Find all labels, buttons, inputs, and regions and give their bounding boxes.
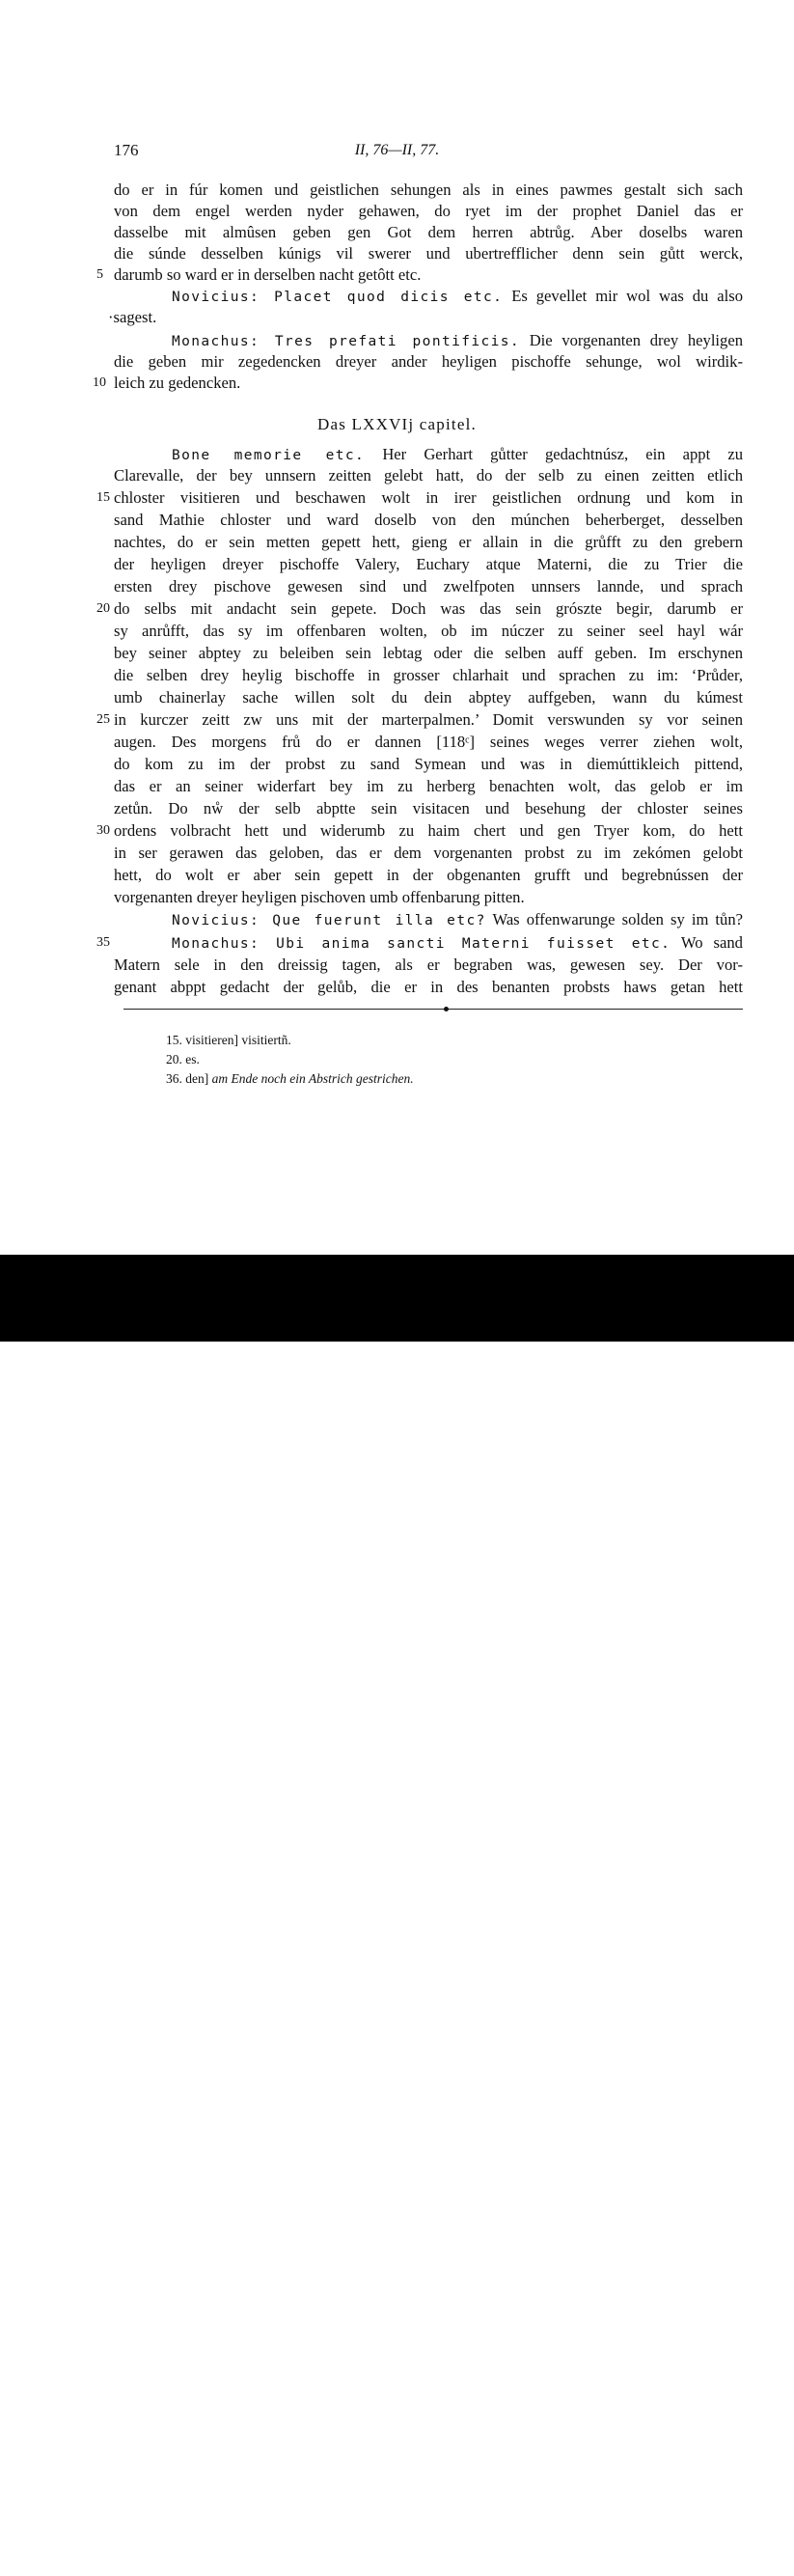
text-line: do er in fúr komen und geistlichen sehungen als in eines pawmes gestalt sich sach — [114, 180, 743, 199]
text-line: die geben mir zegedencken dreyer ander heyligen pischoffe sehunge, wol wirdik- — [114, 352, 743, 371]
page-number: 176 — [114, 141, 139, 159]
chapter-opening — [172, 444, 743, 466]
text-line: sand Mathie chloster und ward doselb von den múnchen beherberget, desselben — [114, 511, 743, 529]
footnote: 20. es. — [166, 1052, 200, 1066]
text-line: chloster visitieren und beschawen wolt in irer geistlichen ordnung und kom in — [114, 488, 743, 507]
line-number: 25 — [96, 712, 110, 727]
text-line: umb chainerlay sache willen solt du dein abptey auffgeben, wann du kúmest — [114, 688, 743, 706]
dialogue-text: Wo sand — [680, 933, 743, 952]
speaker-label: Novicius: Que fuerunt illa etc? — [172, 913, 486, 928]
text-line: ersten drey pischove gewesen sind und zwelfpoten unnsers lannde, und sprach — [114, 577, 743, 596]
line-number: 5 — [96, 267, 103, 282]
text-line: zetůn. Do nẘ der selb abptte sein visitacen und besehung der chloster seines — [114, 799, 743, 817]
dialogue-text: Die vorgenanten drey heyligen — [529, 331, 744, 349]
footnote-note: am Ende noch ein Abstrich gestrichen. — [211, 1071, 414, 1086]
text-line: das er an seiner widerfart bey im zu herberg benachten wolt, das gelob er im — [114, 777, 743, 795]
text-line: die súnde desselben kúnigs vil swerer und ubertrefflicher denn sein gůtt werck, — [114, 244, 743, 263]
line-number: 20 — [96, 601, 110, 616]
footnote — [166, 1069, 414, 1089]
text-line: der heyligen dreyer pischoffe Valery, Euchary atque Materni, die zu Trier die — [114, 555, 743, 573]
text-line: leich zu gedencken. — [114, 374, 241, 392]
text-line: ·sagest. — [108, 308, 157, 326]
text-line: do kom zu im der probst zu sand Symean und was in diemúttikleich pittend, — [114, 755, 743, 773]
footnote-ref: 36. den] — [166, 1071, 209, 1086]
watermark-url: www.alamy.com — [627, 2559, 744, 2576]
watermark-band — [0, 1255, 794, 2576]
dialogue-monachus — [172, 330, 743, 352]
line-number: 15 — [96, 490, 110, 505]
dialogue-monachus — [172, 932, 743, 955]
text-line: hett, do wolt er aber sein gepett in der obgenanten grufft und begrebnússen der — [114, 866, 743, 884]
text-line: darumb so ward er in derselben nacht getôtt etc. — [114, 265, 422, 284]
dialogue-text: Es gevellet mir wol was du also — [511, 287, 743, 305]
text-line: augen. Des morgens frů do er dannen [118ᶜ] seines weges verrer ziehen wolt, — [114, 733, 743, 751]
text-line: genant abppt gedacht der gelůb, die er in des benanten probsts haws getan hett — [114, 978, 743, 996]
footnote: 15. visitieren] visitiertñ. — [166, 1033, 291, 1047]
ink-dot — [444, 1007, 449, 1011]
text-line: ordens volbracht hett und widerumb zu haim chert und gen Tryer kom, do hett — [114, 821, 743, 840]
dialogue-text: Her Gerhart gůtter gedachtnúsz, ein appt zu — [382, 445, 743, 463]
text-line: Clarevalle, der bey unnsern zeitten gelebt hatt, do der selb zu einen zeitten etlich — [114, 466, 743, 485]
speaker-label: Monachus: Ubi anima sancti Materni fuisset etc. — [172, 936, 671, 952]
line-number: 10 — [93, 375, 106, 390]
text-line: in ser gerawen das geloben, das er dem vorgenanten probst zu im zekómen gelobt — [114, 844, 743, 862]
opening-words: Bone memorie etc. — [172, 448, 366, 463]
text-line: die selben drey heylig bischoffe in grosser chlarhait und sprachen zu im: ‘Průder, — [114, 666, 743, 684]
text-line: do selbs mit andacht sein gepete. Doch was das sein grószte begir, darumb er — [114, 599, 743, 618]
text-line: in kurczer zeitt zw uns mit der marterpalmen.’ Domit verswunden sy vor seinen — [114, 710, 743, 729]
alamy-logo: alamy — [21, 2527, 148, 2571]
text-line: nachtes, do er sein metten gepett hett, gieng er allain in die grůfft zu den grebern — [114, 533, 743, 551]
running-title: II, 76—II, 77. — [354, 142, 440, 158]
text-line: Matern sele in den dreissig tagen, als er begraben was, gewesen sey. Der vor- — [114, 956, 743, 974]
text-line: vorgenanten dreyer heyligen pischoven umb offenbarung pitten. — [114, 888, 525, 906]
text-line: bey seiner abptey zu beleiben sein lebtag oder die selben auff geben. Im erschynen — [114, 644, 743, 662]
line-number: 30 — [96, 823, 110, 838]
book-page — [0, 0, 794, 1255]
footnote-divider — [123, 1009, 743, 1010]
dialogue-novicius — [172, 286, 743, 308]
text-line: von dem engel werden nyder gehawen, do ryet im der prophet Daniel das er — [114, 202, 743, 220]
text-line: dasselbe mit almûsen geben gen Got dem herren abtrůg. Aber doselbs waren — [114, 223, 743, 241]
speaker-label: Novicius: Placet quod dicis etc. — [172, 290, 504, 305]
line-number: 35 — [96, 935, 110, 950]
speaker-label: Monachus: Tres prefati pontificis. — [172, 334, 520, 349]
image-id: Image ID: P7WPJW — [609, 2535, 744, 2553]
dialogue-text: Was offenwarunge solden sy im tůn? — [492, 910, 743, 928]
text-line: sy anrůfft, das sy im offenbaren wolten, ob im núczer zu seiner seel hayl wár — [114, 622, 743, 640]
chapter-heading: Das LXXVIj capitel. — [317, 415, 477, 433]
dialogue-novicius — [172, 909, 743, 931]
